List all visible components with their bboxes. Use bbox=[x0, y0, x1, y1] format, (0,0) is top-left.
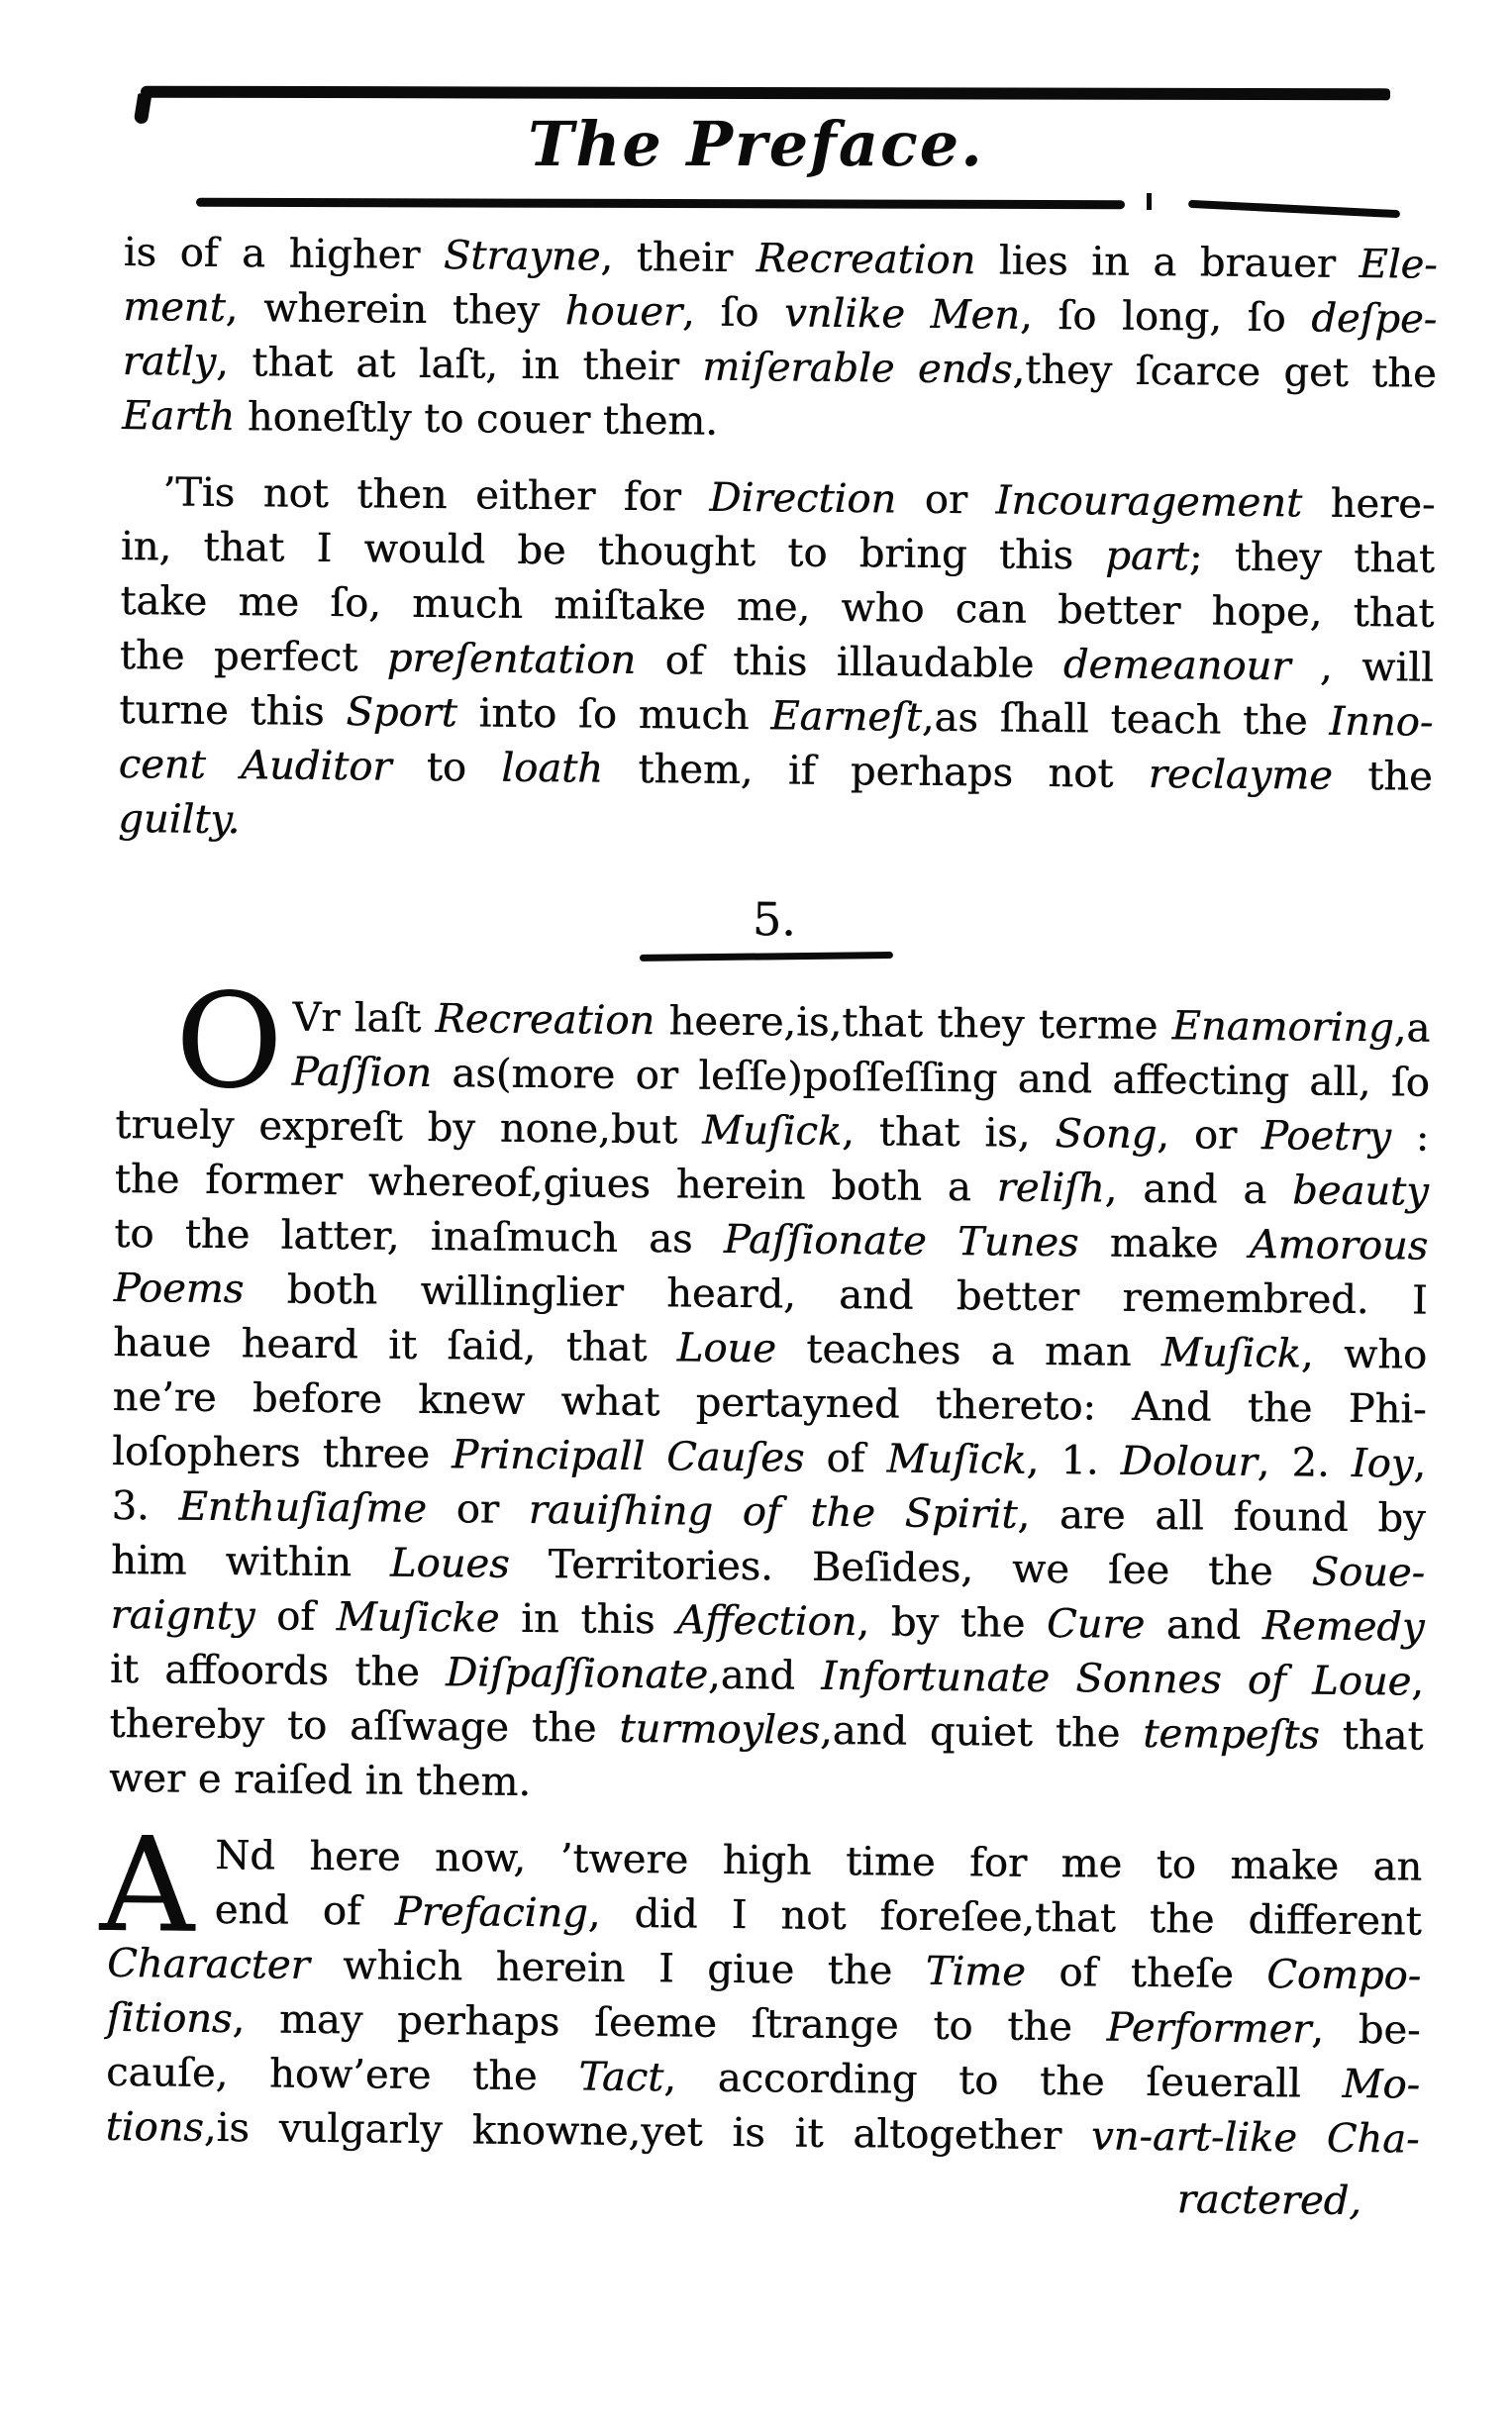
roman-text: wer e raiſed in them. bbox=[108, 1755, 532, 1806]
italic-text: tions bbox=[105, 2103, 205, 2151]
roman-text: as(more or leſſe)poſſeſſing and affecting all, ſo bbox=[431, 1051, 1430, 1106]
italic-text: guilty. bbox=[118, 795, 241, 844]
roman-text: teaches a man bbox=[775, 1326, 1162, 1376]
roman-text: it affoords the bbox=[109, 1646, 447, 1696]
italic-text: Prefacing bbox=[394, 1888, 588, 1937]
roman-text: , ſo long, ſo bbox=[1019, 292, 1312, 342]
roman-text: , who bbox=[1300, 1331, 1428, 1378]
italic-text: reliſh bbox=[996, 1165, 1105, 1212]
roman-text: , wherein they bbox=[225, 284, 565, 335]
roman-text: him within bbox=[110, 1537, 391, 1586]
text-block bbox=[99, 226, 1438, 2230]
italic-text: Ioy bbox=[1351, 1440, 1414, 1487]
roman-text: , be- bbox=[1311, 2006, 1421, 2054]
italic-text: preſentation bbox=[386, 635, 637, 683]
roman-text: ; they that bbox=[1188, 534, 1436, 582]
italic-text: Loues bbox=[389, 1540, 510, 1587]
roman-text: , or bbox=[1156, 1112, 1262, 1160]
roman-text: , that is, bbox=[841, 1109, 1056, 1158]
roman-text: them, if perhaps not bbox=[602, 746, 1149, 797]
roman-text: here- bbox=[1301, 480, 1436, 528]
roman-text: , by the bbox=[857, 1599, 1048, 1648]
paragraph-3 bbox=[108, 964, 1431, 1819]
roman-text: of theſe bbox=[1025, 1949, 1267, 1998]
roman-text: which herein I giue the bbox=[309, 1942, 926, 1994]
italic-text: Inno- bbox=[1329, 698, 1434, 746]
italic-text: vn-art-like Cha- bbox=[1090, 2113, 1420, 2163]
roman-text: the bbox=[1332, 753, 1433, 800]
italic-text: Dolour bbox=[1120, 1438, 1258, 1486]
italic-text: Remedy bbox=[1261, 1603, 1425, 1651]
italic-text: Muſick bbox=[701, 1107, 843, 1156]
roman-text: loſophers three bbox=[111, 1428, 453, 1478]
roman-text: the perfect bbox=[119, 632, 388, 681]
roman-text: ne’re before knew what pertayned thereto: And the Phi- bbox=[112, 1373, 1427, 1433]
page-title: The Preface. bbox=[528, 108, 984, 180]
section-underline-rule bbox=[639, 952, 892, 962]
italic-text: ratly bbox=[122, 338, 217, 385]
italic-text: Soue- bbox=[1311, 1549, 1426, 1596]
roman-text: ,and bbox=[707, 1652, 822, 1699]
roman-text: ,they ſcarce get the bbox=[1012, 347, 1437, 397]
title-underline-tick bbox=[1147, 193, 1152, 210]
drop-cap-A: A bbox=[99, 1808, 195, 1963]
italic-text: loath bbox=[501, 745, 604, 792]
italic-text: Ele- bbox=[1359, 241, 1438, 288]
roman-text: Territories. Beſides, we ſee the bbox=[509, 1541, 1312, 1595]
roman-text: , 2. bbox=[1257, 1440, 1353, 1486]
roman-text: , according to the ſeuerall bbox=[663, 2055, 1343, 2107]
italic-text: Diſpaſſionate bbox=[445, 1650, 709, 1698]
roman-text: truely expreſt by none,but bbox=[115, 1101, 703, 1154]
roman-text: of bbox=[804, 1435, 887, 1482]
italic-text: Tact bbox=[578, 2054, 664, 2101]
italic-text: vnlike Men bbox=[783, 290, 1021, 339]
roman-text: heere,is,that they terme bbox=[654, 998, 1172, 1050]
italic-text: Infortunate Sonnes of Loue bbox=[821, 1653, 1412, 1705]
roman-text: and bbox=[1144, 1601, 1263, 1650]
roman-text: ,as ſhall teach the bbox=[921, 694, 1330, 745]
italic-text: Muſick bbox=[886, 1436, 1027, 1483]
section-number: 5. bbox=[752, 892, 797, 947]
roman-text: to the latter, inaſmuch as bbox=[114, 1210, 725, 1263]
italic-text: Affection bbox=[676, 1597, 857, 1646]
italic-text: Sport bbox=[346, 689, 457, 737]
italic-text: Poetry bbox=[1260, 1113, 1392, 1161]
italic-text: raignty bbox=[110, 1591, 255, 1640]
italic-text: Song bbox=[1055, 1111, 1158, 1159]
roman-text: , and a bbox=[1104, 1165, 1293, 1214]
italic-text: Recreation bbox=[435, 996, 655, 1045]
roman-text: or bbox=[895, 476, 996, 524]
italic-text: Recreation bbox=[756, 236, 976, 284]
italic-text: Principall Cauſes bbox=[451, 1432, 805, 1481]
roman-text: haue heard it ſaid, that bbox=[112, 1319, 677, 1371]
roman-text: that bbox=[1319, 1712, 1424, 1760]
italic-text: turmoyles bbox=[619, 1705, 821, 1754]
italic-text: Amorous bbox=[1249, 1221, 1429, 1269]
italic-text: Direction bbox=[709, 474, 897, 523]
italic-text: Poems bbox=[113, 1265, 245, 1313]
roman-text: ,and quiet the bbox=[819, 1707, 1144, 1757]
catchword: ractered, bbox=[1176, 2177, 1362, 2225]
roman-text: , may perhaps ſeeme ſtrange to the bbox=[232, 1996, 1107, 2051]
roman-text: ,is vulgarly knowne,yet is it altogether bbox=[203, 2104, 1092, 2160]
roman-text: : bbox=[1390, 1114, 1430, 1161]
italic-text: tempeſts bbox=[1143, 1710, 1320, 1759]
italic-text: Paſſion bbox=[291, 1049, 433, 1097]
italic-text: Strayne bbox=[443, 233, 601, 280]
roman-text: , bbox=[1413, 1441, 1427, 1487]
roman-text: , that at laſt, in their bbox=[215, 339, 703, 390]
roman-text: ’Tis not then either for bbox=[162, 469, 710, 521]
roman-text: make bbox=[1078, 1220, 1251, 1267]
roman-text: ,a bbox=[1393, 1005, 1431, 1052]
roman-text: or bbox=[426, 1485, 529, 1533]
roman-text: honeſtly to couer them. bbox=[234, 394, 719, 445]
italic-text: demeanour bbox=[1062, 642, 1291, 690]
roman-text: , did I not foreſee,that the different bbox=[587, 1890, 1422, 1945]
text-line bbox=[105, 2100, 1419, 2168]
italic-text: Earneſt bbox=[770, 693, 923, 741]
roman-text: is of a higher bbox=[123, 229, 445, 279]
italic-text: Muſick bbox=[1160, 1330, 1302, 1377]
italic-text: Paſſionate Tunes bbox=[723, 1216, 1079, 1267]
italic-text: Compo- bbox=[1266, 1952, 1422, 1999]
italic-text: Cure bbox=[1046, 1601, 1146, 1648]
italic-text: Loue bbox=[676, 1325, 777, 1372]
italic-text: deſpe- bbox=[1311, 295, 1438, 343]
italic-text: cent Auditor bbox=[118, 741, 392, 790]
italic-text: Earth bbox=[121, 392, 236, 441]
roman-text: lies in a brauer bbox=[974, 238, 1360, 287]
italic-text: Incouragement bbox=[995, 477, 1303, 527]
italic-text: beauty bbox=[1291, 1167, 1429, 1215]
italic-text: Mo- bbox=[1342, 2061, 1421, 2108]
roman-text: Nd here now, ’twere high time for me to make an bbox=[214, 1832, 1423, 1890]
roman-text: to bbox=[391, 744, 502, 791]
roman-text: both willinglier heard, and better remembred. I bbox=[243, 1267, 1428, 1324]
roman-text: in this bbox=[499, 1595, 677, 1644]
roman-text: in, that I would be thought to bring this bbox=[120, 523, 1106, 579]
italic-text: rauiſhing of the Spirit bbox=[528, 1486, 1018, 1538]
roman-text: 3. bbox=[111, 1482, 179, 1530]
roman-text: of this illaudable bbox=[635, 637, 1064, 688]
italic-text: Enamoring bbox=[1171, 1003, 1394, 1052]
roman-text: cauſe, how’ere the bbox=[105, 2049, 579, 2100]
roman-text: end of bbox=[214, 1886, 396, 1935]
roman-text: Vr laſt bbox=[292, 994, 436, 1043]
roman-text: , 1. bbox=[1026, 1437, 1121, 1484]
paragraph-4 bbox=[99, 1808, 1423, 2168]
roman-text: , will bbox=[1290, 644, 1434, 691]
italic-text: miſerable ends bbox=[701, 344, 1013, 393]
roman-text: thereby to aſſwage the bbox=[109, 1700, 620, 1752]
roman-text: turne this bbox=[119, 686, 347, 736]
italic-text: reclayme bbox=[1148, 751, 1334, 799]
section-heading bbox=[117, 888, 1432, 966]
roman-text: , are all found by bbox=[1017, 1491, 1426, 1542]
roman-text: , their bbox=[600, 234, 756, 282]
italic-text: Character bbox=[106, 1940, 310, 1988]
roman-text: , bbox=[1411, 1659, 1425, 1705]
title-underline-rule-left bbox=[196, 198, 1125, 209]
italic-text: Enthuſiaſme bbox=[178, 1483, 428, 1532]
roman-text: of bbox=[254, 1593, 337, 1641]
paragraph-2 bbox=[118, 465, 1436, 860]
title-underline-rule-right bbox=[1188, 200, 1400, 218]
italic-text: Time bbox=[925, 1948, 1027, 1995]
paragraph-1 bbox=[122, 226, 1438, 456]
italic-text: ſitions bbox=[106, 1994, 233, 2043]
italic-text: part bbox=[1105, 533, 1190, 580]
roman-text: , ſo bbox=[681, 289, 785, 337]
top-rule bbox=[141, 86, 1390, 101]
italic-text: houer bbox=[564, 288, 683, 336]
drop-cap-O: O bbox=[174, 964, 284, 1119]
roman-text: the former whereof,giues herein both a bbox=[114, 1156, 997, 1211]
italic-text: ment bbox=[122, 283, 226, 331]
roman-text: into ſo much bbox=[456, 690, 771, 740]
roman-text: take me ſo, much miſtake me, who can better hope, that bbox=[120, 577, 1435, 637]
italic-text: Muſicke bbox=[336, 1594, 500, 1642]
italic-text: Performer bbox=[1106, 2004, 1312, 2053]
